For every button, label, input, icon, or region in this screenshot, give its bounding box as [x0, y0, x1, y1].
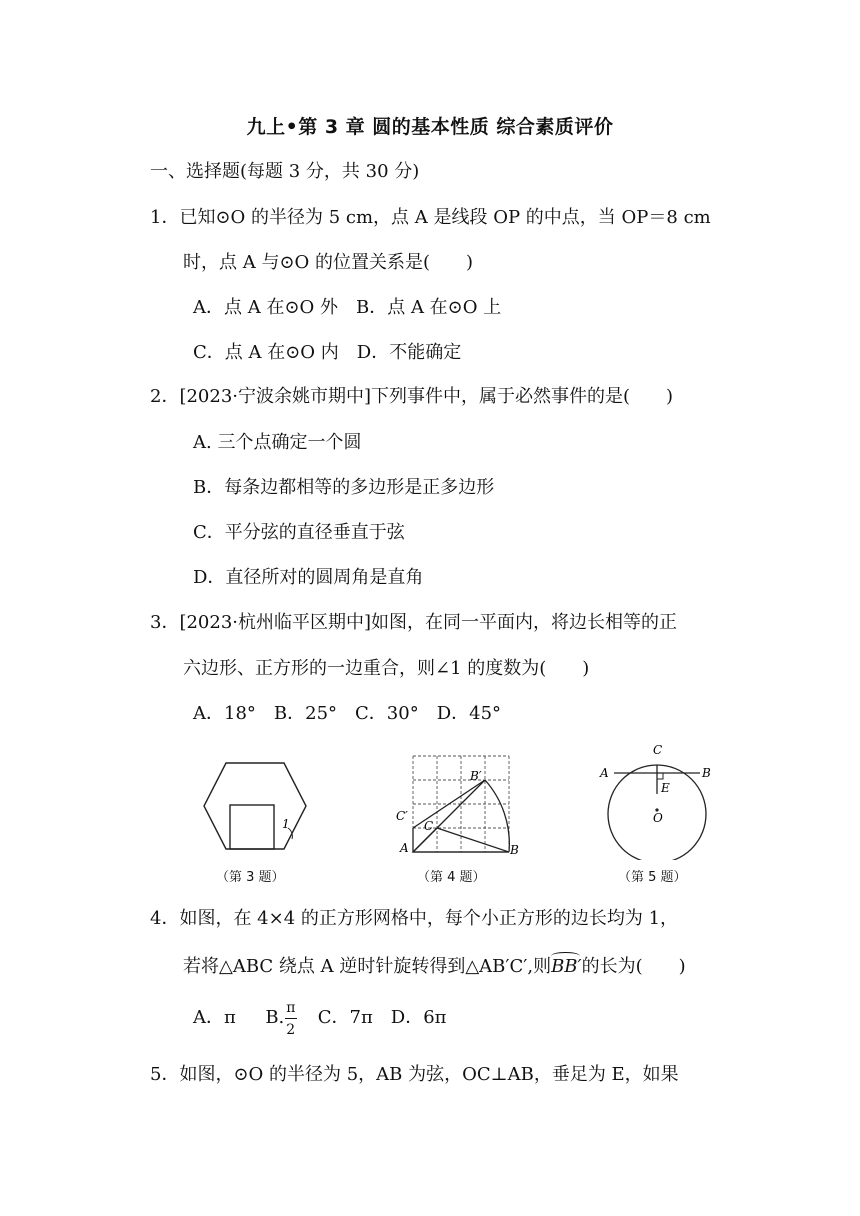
- q1-options-cd: C．点 A 在⊙O 内 D．不能确定: [193, 342, 462, 363]
- q4-line1: 4．如图，在 4×4 的正方形网格中，每个小正方形的边长均为 1，: [150, 908, 679, 929]
- figure-4: [396, 748, 521, 863]
- label-B: B: [702, 766, 711, 780]
- label-Bprime: B′: [470, 769, 482, 783]
- q3-line1: 3．[2023·杭州临平区期中]如图，在同一平面内，将边长相等的正: [150, 612, 678, 633]
- fraction-denominator: 2: [286, 1022, 296, 1038]
- q4-option-b-label: B.: [265, 1007, 285, 1028]
- hexagon-shape: [204, 763, 306, 849]
- q4-option-a: A．π: [193, 1007, 236, 1028]
- label-B: B: [510, 843, 519, 857]
- figure-5: [598, 740, 728, 860]
- q2-option-a: A. 三个点确定一个圆: [193, 432, 362, 453]
- q3-line2: 六边形、正方形的一边重合，则∠1 的度数为( ): [183, 658, 590, 679]
- figure-5-caption: （第 5 题）: [618, 870, 687, 885]
- q1-options-ab: A．点 A 在⊙O 外 B．点 A 在⊙O 上: [193, 297, 502, 318]
- figure-3: [200, 760, 310, 860]
- q4-options-cd: C．7π D．6π: [317, 1007, 447, 1028]
- figure-4-caption: （第 4 题）: [417, 870, 486, 885]
- section-heading: 一、选择题(每题 3 分，共 30 分): [150, 161, 420, 182]
- label-A: A: [600, 766, 609, 780]
- label-Cprime: C′: [396, 809, 408, 823]
- q4-line2-post: 的长为( ): [581, 956, 686, 977]
- q2-option-c: C．平分弦的直径垂直于弦: [193, 522, 405, 543]
- right-angle-mark: [657, 773, 663, 779]
- q5-line1: 5．如图，⊙O 的半径为 5，AB 为弦，OC⊥AB，垂足为 E，如果: [150, 1064, 679, 1085]
- q4-option-b-fraction: [284, 1000, 298, 1038]
- angle1-label: 1: [282, 817, 290, 831]
- q2-option-b: B．每条边都相等的多边形是正多边形: [193, 477, 495, 498]
- page-title: 九上•第 3 章 圆的基本性质 综合素质评价: [246, 116, 614, 138]
- arc-bbprime: [485, 780, 509, 852]
- arc-bbprime-label: BB′: [551, 956, 582, 977]
- q4-options: [193, 1000, 447, 1038]
- label-C: C: [424, 819, 434, 833]
- q2-stem: 2．[2023·宁波余姚市期中]下列事件中，属于必然事件的是( ): [150, 386, 674, 407]
- q4-line2-pre: 若将△ABC 绕点 A 逆时针旋转得到△AB′C′,则: [183, 956, 552, 977]
- triangle-abpcp: [413, 780, 485, 852]
- fraction-numerator: π: [286, 1000, 296, 1016]
- q1-line2: 时，点 A 与⊙O 的位置关系是( ): [183, 252, 474, 273]
- label-O: O: [653, 811, 663, 825]
- figure-3-caption: （第 3 题）: [216, 870, 285, 885]
- q4-line2: [183, 955, 686, 979]
- q1-line1: 1．已知⊙O 的半径为 5 cm，点 A 是线段 OP 的中点，当 OP＝8 cm: [150, 207, 711, 228]
- q2-option-d: D．直径所对的圆周角是直角: [193, 567, 424, 588]
- label-A: A: [400, 841, 409, 855]
- q3-options: A．18° B．25° C．30° D．45°: [193, 703, 502, 724]
- label-C: C: [653, 743, 663, 757]
- label-E: E: [661, 781, 670, 795]
- square-shape: [230, 805, 274, 849]
